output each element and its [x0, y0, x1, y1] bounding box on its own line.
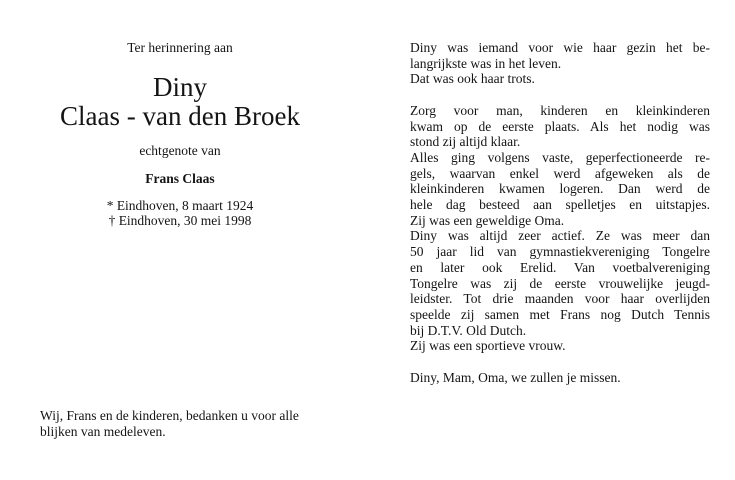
life-dates — [0, 198, 360, 228]
first-name: Diny — [153, 72, 207, 102]
death-date: † Eindhoven, 30 mei 1998 — [108, 213, 252, 228]
text-line: Diny, Mam, Oma, we zullen je missen. — [410, 369, 621, 385]
text-line: kwam op de eerste plaats. Als het nodig was — [410, 118, 710, 134]
text-line: kleinkinderen kwamen logeren. Dan werd de — [410, 181, 710, 197]
paragraph-family — [410, 40, 710, 87]
spouse-label: echtgenote van — [139, 143, 221, 158]
thanks-text — [40, 408, 340, 440]
text-line: Diny was iemand voor wie haar gezin het be- — [410, 40, 710, 55]
right-panel — [410, 40, 710, 401]
thanks-line: Wij, Frans en de kinderen, bedanken u voor alle — [40, 408, 299, 423]
thanks-line: blijken van medeleven. — [40, 424, 166, 439]
full-name: Claas - van den Broek — [60, 101, 300, 131]
text-line: speelde zij samen met Frans nog Dutch Tennis — [410, 306, 710, 322]
text-line: Tongelre was zij de eerste vrouwelijke jeugd- — [410, 275, 710, 291]
text-line: hele dag besteed aan spelletjes en uitstapjes. — [410, 197, 710, 213]
text-line: Alles ging volgens vaste, geperfectioneerde re- — [410, 149, 710, 165]
text-line: gels, waarvan enkel werd afgeweken als de — [410, 165, 710, 181]
birth-date: * Eindhoven, 8 maart 1924 — [106, 198, 254, 213]
left-panel — [0, 0, 360, 480]
text-line: langrijkste was in het leven. — [410, 55, 562, 71]
text-line: Zorg voor man, kinderen en kleinkinderen — [410, 102, 710, 118]
intro-text: Ter herinnering aan — [127, 40, 233, 55]
text-line: 50 jaar lid van gymnastiekvereniging Tongelre — [410, 244, 710, 260]
text-line: stond zij altijd klaar. — [410, 134, 521, 150]
text-line: en later ook Erelid. Van voetbalvereniging — [410, 259, 710, 275]
text-line: Dat was ook haar trots. — [410, 71, 535, 87]
paragraph-life — [410, 103, 710, 354]
text-line: Zij was een geweldige Oma. — [410, 212, 565, 228]
text-line: Zij was een sportieve vrouw. — [410, 338, 566, 354]
text-line: leidster. Tot drie maanden voor haar overlijden — [410, 291, 710, 307]
paragraph-farewell — [410, 370, 710, 386]
text-line: bij D.T.V. Old Dutch. — [410, 322, 527, 338]
spouse-name: Frans Claas — [145, 171, 215, 186]
text-line: Diny was altijd zeer actief. Ze was meer dan — [410, 228, 710, 244]
